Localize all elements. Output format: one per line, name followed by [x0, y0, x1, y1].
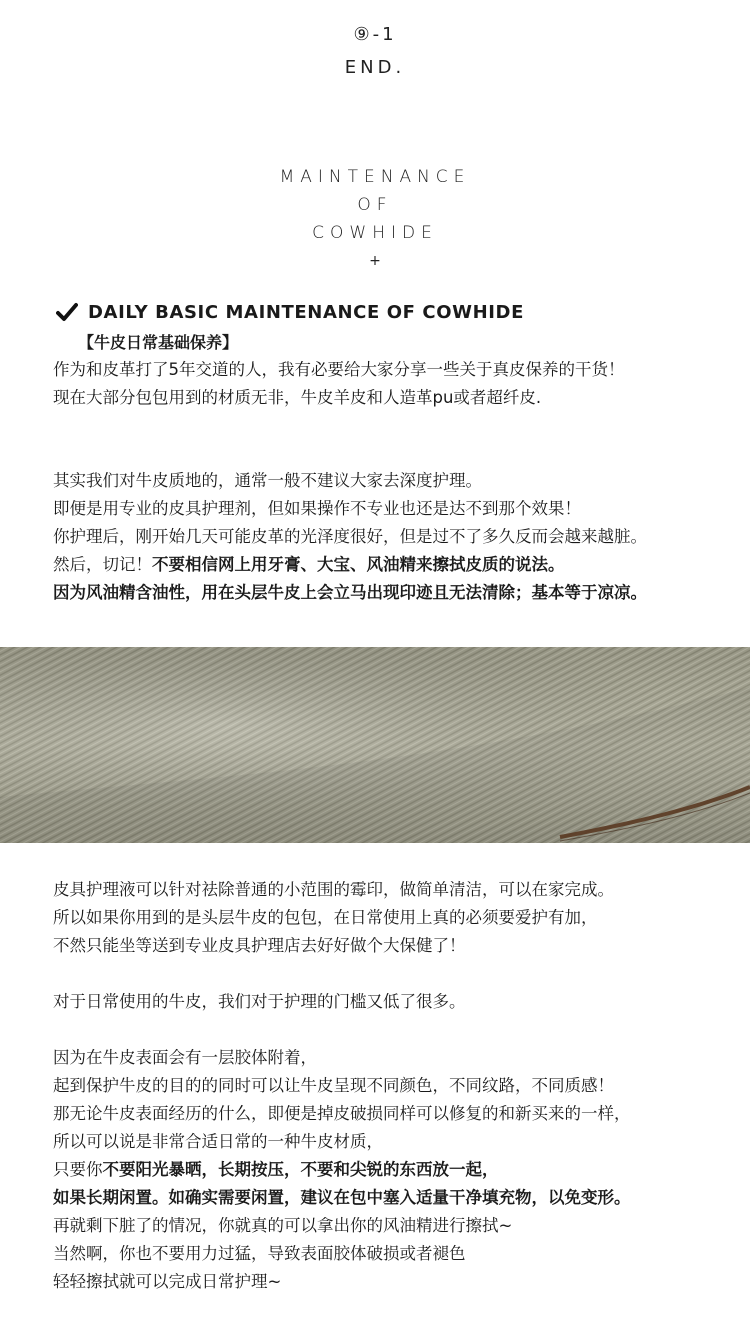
text-line: 轻轻擦拭就可以完成日常护理~ — [53, 1272, 282, 1291]
text-line: 对于日常使用的牛皮，我们对于护理的门槛又低了很多。 — [53, 992, 466, 1011]
text-line: 所以可以说是非常合适日常的一种牛皮材质， — [53, 1132, 383, 1151]
text-line: 其实我们对牛皮质地的，通常一般不建议大家去深度护理。 — [53, 471, 482, 490]
leather-texture-photo — [0, 647, 750, 843]
text-line: 当然啊，你也不要用力过猛，导致表面胶体破损或者褪色 — [53, 1244, 466, 1263]
text-normal: 然后，切记！ — [53, 555, 152, 574]
heading-chinese: 【牛皮日常基础保养】 — [78, 333, 239, 352]
text-line — [53, 551, 743, 579]
text-line: 因为在牛皮表面会有一层胶体附着， — [53, 1048, 317, 1067]
text-line — [53, 1156, 743, 1184]
text-line: 再就剩下脏了的情况，你就真的可以拿出你的风油精进行擦拭~ — [53, 1216, 513, 1235]
title-line-2: OF — [357, 195, 393, 215]
text-line: 所以如果你用到的是头层牛皮的包包，在日常使用上真的必须要爱护有加， — [53, 908, 598, 927]
page-index: ⑨-1 — [353, 24, 397, 45]
threshold-paragraph — [53, 988, 743, 1016]
text-line: 起到保护牛皮的目的的同时可以让牛皮呈现不同颜色，不同纹路，不同质感！ — [53, 1076, 614, 1095]
title-line-1: MAINTENANCE — [279, 167, 471, 187]
text-line: 皮具护理液可以针对祛除普通的小范围的霉印，做简单清洁，可以在家完成。 — [53, 880, 614, 899]
text-line: 即便是用专业的皮具护理剂，但如果操作不专业也还是达不到那个效果！ — [53, 499, 581, 518]
section-title — [0, 163, 750, 275]
title-line-3: COWHIDE — [312, 223, 438, 243]
plus-sign: + — [369, 253, 381, 269]
text-bold: 不要阳光暴晒，长期按压，不要和尖锐的东西放一起， — [102, 1160, 499, 1179]
end-label: END. — [344, 57, 406, 78]
checkmark-icon — [56, 301, 78, 323]
text-line-bold: 如果长期闲置。如确实需要闲置，建议在包中塞入适量干净填充物，以免变形。 — [53, 1188, 631, 1207]
leather-texture-image — [0, 647, 750, 843]
text-line: 现在大部分包包用到的材质无非，牛皮羊皮和人造革pu或者超纤皮. — [53, 388, 542, 407]
intro-paragraph — [53, 356, 743, 412]
text-line: 那无论牛皮表面经历的什么，即便是掉皮破损同样可以修复的和新买来的一样， — [53, 1104, 631, 1123]
cleaning-paragraph — [53, 876, 743, 960]
text-line: 你护理后，刚开始几天可能皮革的光泽度很好，但是过不了多久反而会越来越脏。 — [53, 527, 647, 546]
text-line: 不然只能坐等送到专业皮具护理店去好好做个大保健了！ — [53, 936, 466, 955]
text-bold: 不要相信网上用牙膏、大宝、风油精来擦拭皮质的说法。 — [152, 555, 565, 574]
text-normal: 只要你 — [53, 1160, 103, 1179]
text-line: 作为和皮革打了5年交道的人，我有必要给大家分享一些关于真皮保养的干货！ — [53, 360, 625, 379]
text-line-bold: 因为风油精含油性，用在头层牛皮上会立马出现印迹且无法清除；基本等于凉凉。 — [53, 583, 647, 602]
heading-english: DAILY BASIC MAINTENANCE OF COWHIDE — [88, 301, 524, 323]
daily-care-paragraph — [53, 1044, 743, 1296]
heading-row — [56, 301, 524, 323]
care-warning-paragraph — [53, 467, 743, 607]
